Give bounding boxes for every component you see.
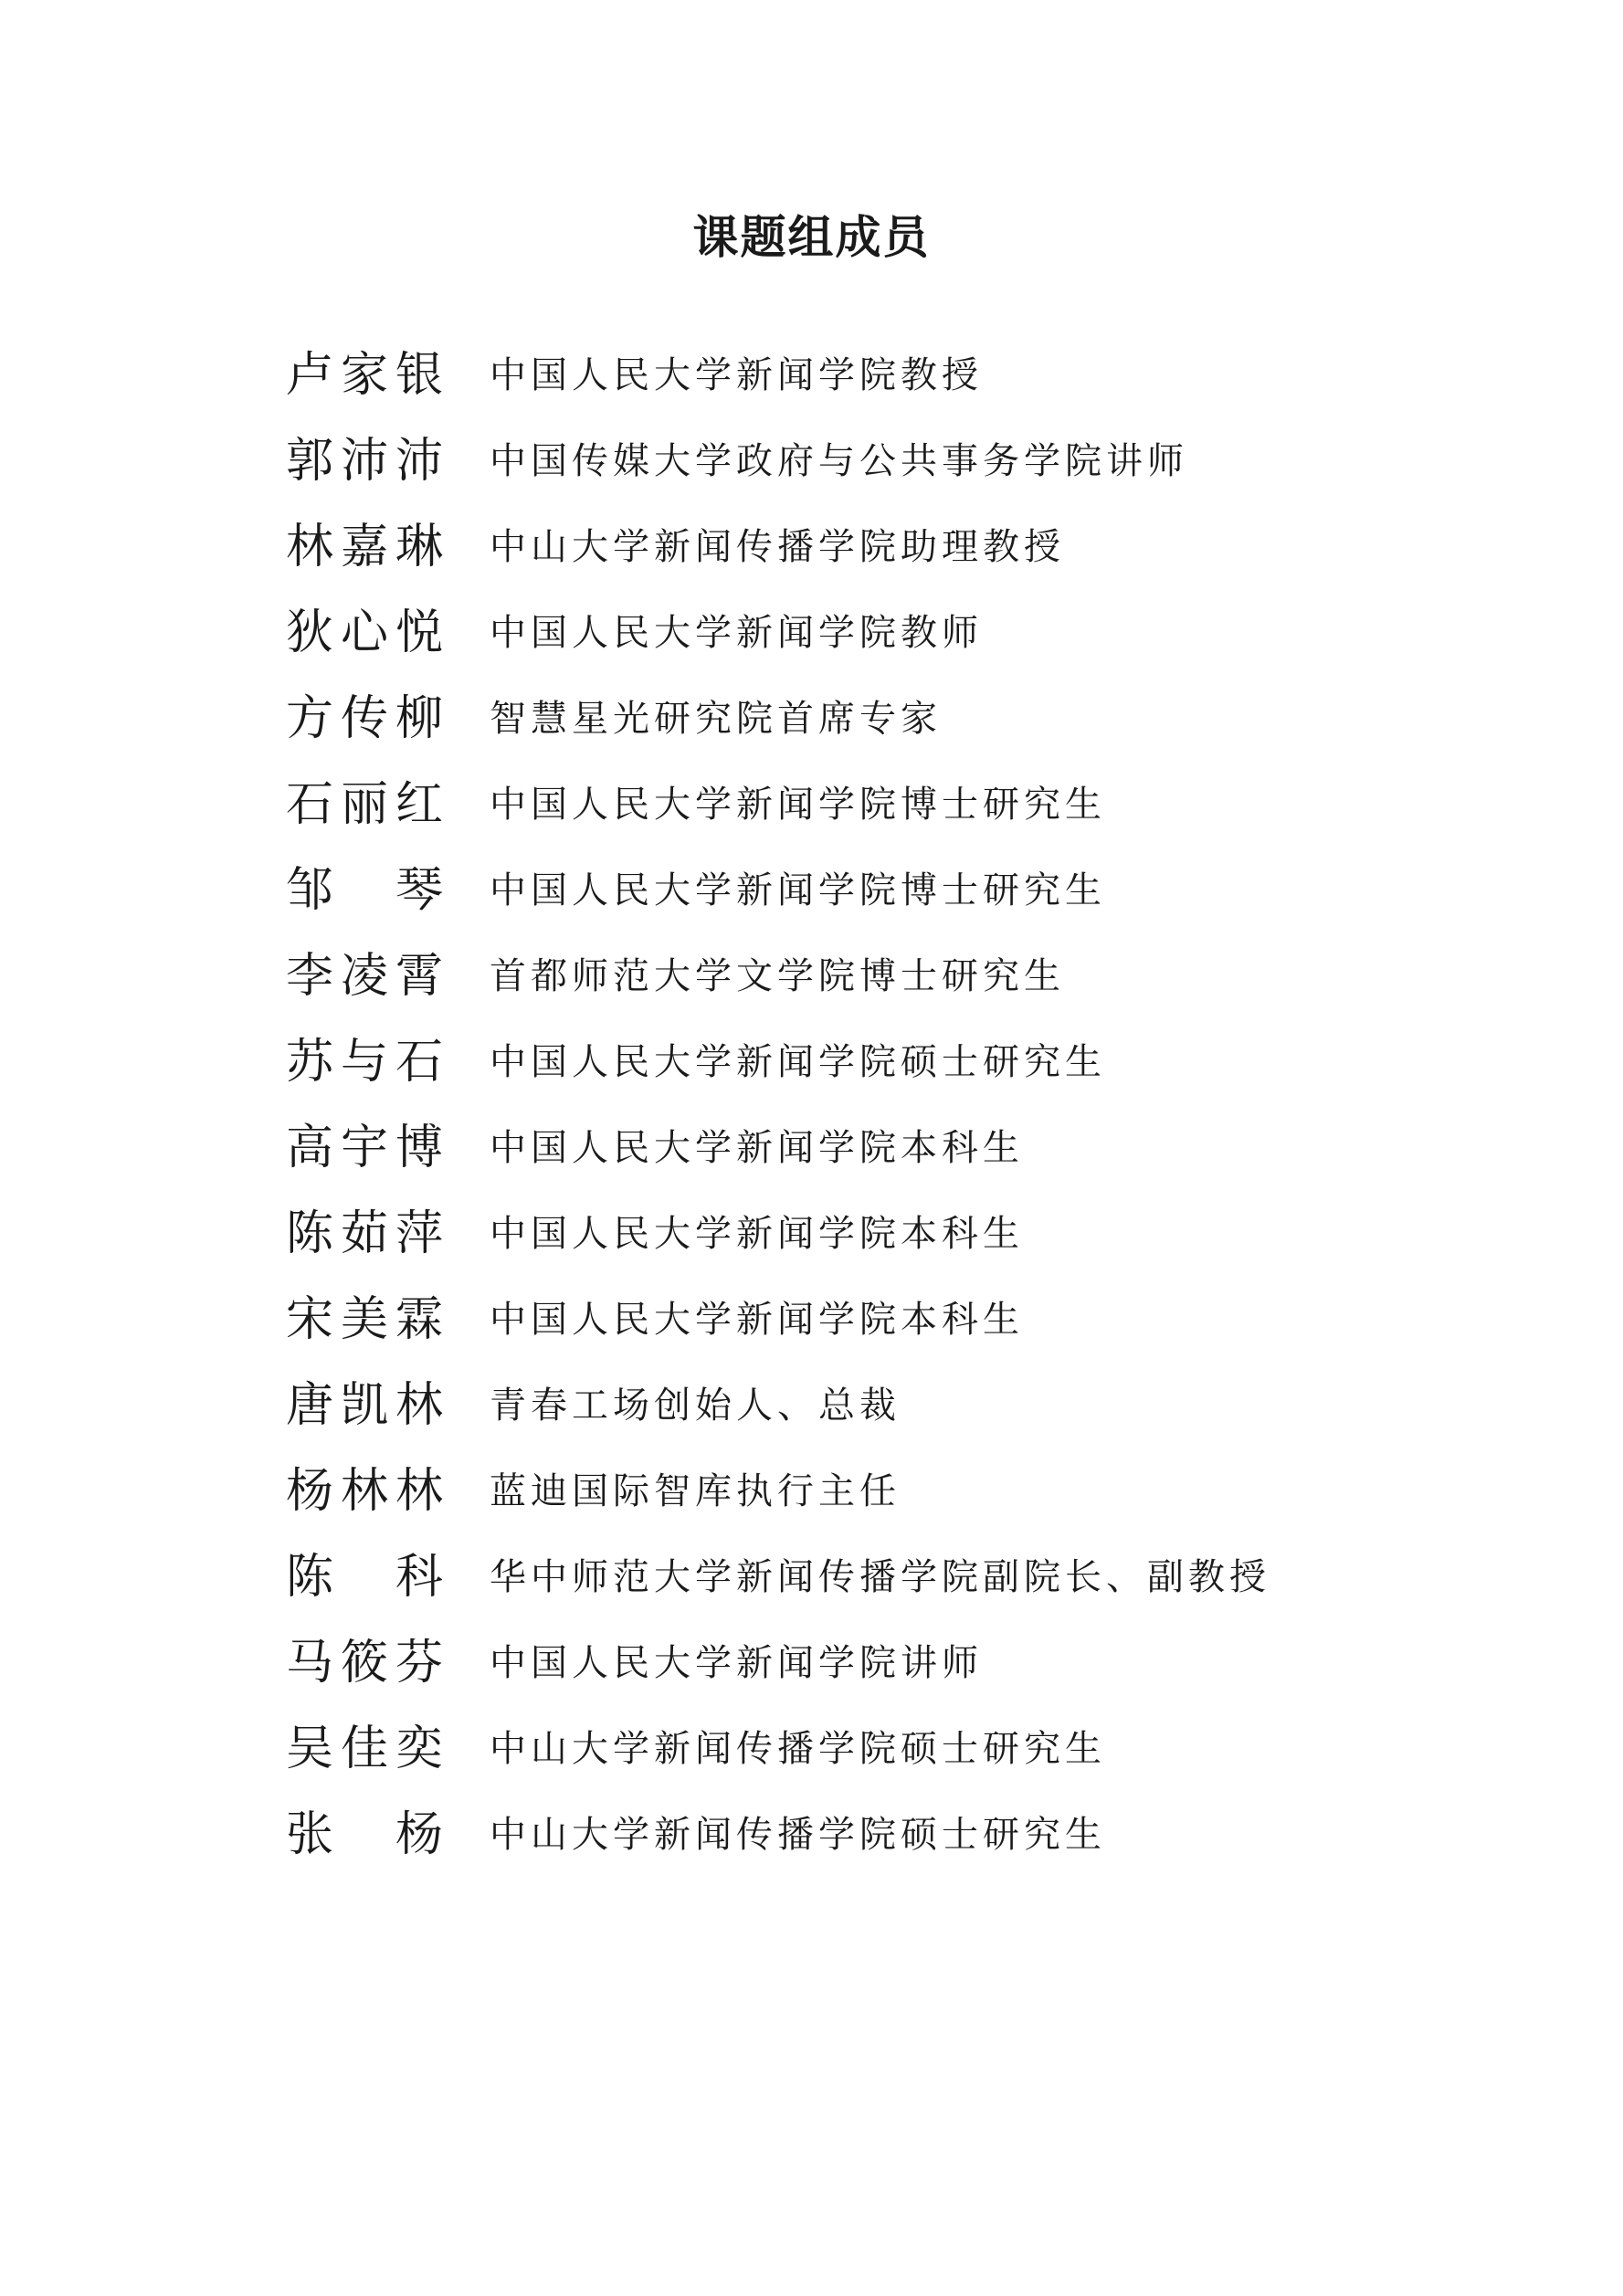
- member-name: 林 嘉 琳: [286, 520, 443, 574]
- member-name: 宋 美 霖: [286, 1292, 443, 1347]
- member-name: 苏 与 石: [286, 1035, 443, 1090]
- member-name: 李 凌 霄: [286, 949, 443, 1004]
- member-name: 陈 科: [286, 1550, 443, 1605]
- member-name: 高 宇 博: [286, 1121, 443, 1175]
- member-name: 方 传 柳: [286, 691, 443, 746]
- member-affiliation: 首都师范大学文学院博士研究生: [490, 955, 1065, 997]
- member-affiliation: 中山大学新闻传播学院助理教授: [490, 526, 1065, 568]
- member-row: [286, 1706, 1473, 1792]
- member-name: 陈 茹 萍: [286, 1206, 443, 1261]
- member-row: [286, 933, 1473, 1019]
- member-affiliation: 中国人民大学新闻学院博士研究生: [490, 784, 1106, 826]
- member-affiliation: 中山大学新闻传播学院硕士研究生: [490, 1728, 1106, 1770]
- member-name: 杨 林 林: [286, 1464, 443, 1519]
- member-row: [286, 1363, 1473, 1448]
- member-row: [286, 1448, 1473, 1534]
- page-title: 课题组成员: [692, 211, 931, 264]
- member-name: 卢 家 银: [286, 348, 443, 403]
- member-name: 石 丽 红: [286, 777, 443, 832]
- member-affiliation: 中国人民大学新闻学院本科生: [490, 1213, 1024, 1255]
- member-name: 吴 佳 奕: [286, 1722, 443, 1776]
- member-name: 郭 沛 沛: [286, 434, 443, 489]
- member-affiliation: 智慧星光研究院首席专家: [490, 698, 942, 740]
- member-affiliation: 华中师范大学新闻传播学院副院长、副教授: [490, 1556, 1270, 1598]
- member-affiliation: 中山大学新闻传播学院硕士研究生: [490, 1814, 1106, 1856]
- member-row: [286, 848, 1473, 933]
- member-affiliation: 中国人民大学新闻学院教授: [490, 354, 983, 396]
- member-affiliation: 青春工场创始人、总裁: [490, 1385, 901, 1427]
- member-row: [286, 1620, 1473, 1706]
- member-row: [286, 1792, 1473, 1878]
- member-row: [286, 1105, 1473, 1191]
- member-row: [286, 332, 1473, 418]
- member-row: [286, 1191, 1473, 1277]
- member-row: [286, 590, 1473, 676]
- member-affiliation: 中国人民大学新闻学院教师: [490, 612, 983, 654]
- member-affiliation: 中国人民大学新闻学院博士研究生: [490, 869, 1106, 911]
- member-affiliation: 中国人民大学新闻学院讲师: [490, 1642, 983, 1684]
- member-affiliation: 蓝迪国际智库执行主任: [490, 1470, 901, 1512]
- member-row: [286, 418, 1473, 504]
- member-affiliation: 中国人民大学新闻学院本科生: [490, 1127, 1024, 1169]
- member-affiliation: 中国传媒大学政府与公共事务学院讲师: [490, 440, 1188, 482]
- member-name: 马 筱 芬: [286, 1636, 443, 1690]
- member-row: [286, 676, 1473, 762]
- member-name: 狄 心 悦: [286, 606, 443, 660]
- member-name: 张 杨: [286, 1807, 443, 1862]
- member-row: [286, 1019, 1473, 1105]
- member-row: [286, 1534, 1473, 1620]
- member-list: [286, 332, 1473, 1878]
- member-row: [286, 762, 1473, 848]
- member-affiliation: 中国人民大学新闻学院硕士研究生: [490, 1041, 1106, 1083]
- member-name: 邹 琴: [286, 863, 443, 918]
- member-row: [286, 1277, 1473, 1363]
- member-affiliation: 中国人民大学新闻学院本科生: [490, 1299, 1024, 1341]
- member-name: 唐 凯 林: [286, 1378, 443, 1433]
- member-row: [286, 504, 1473, 590]
